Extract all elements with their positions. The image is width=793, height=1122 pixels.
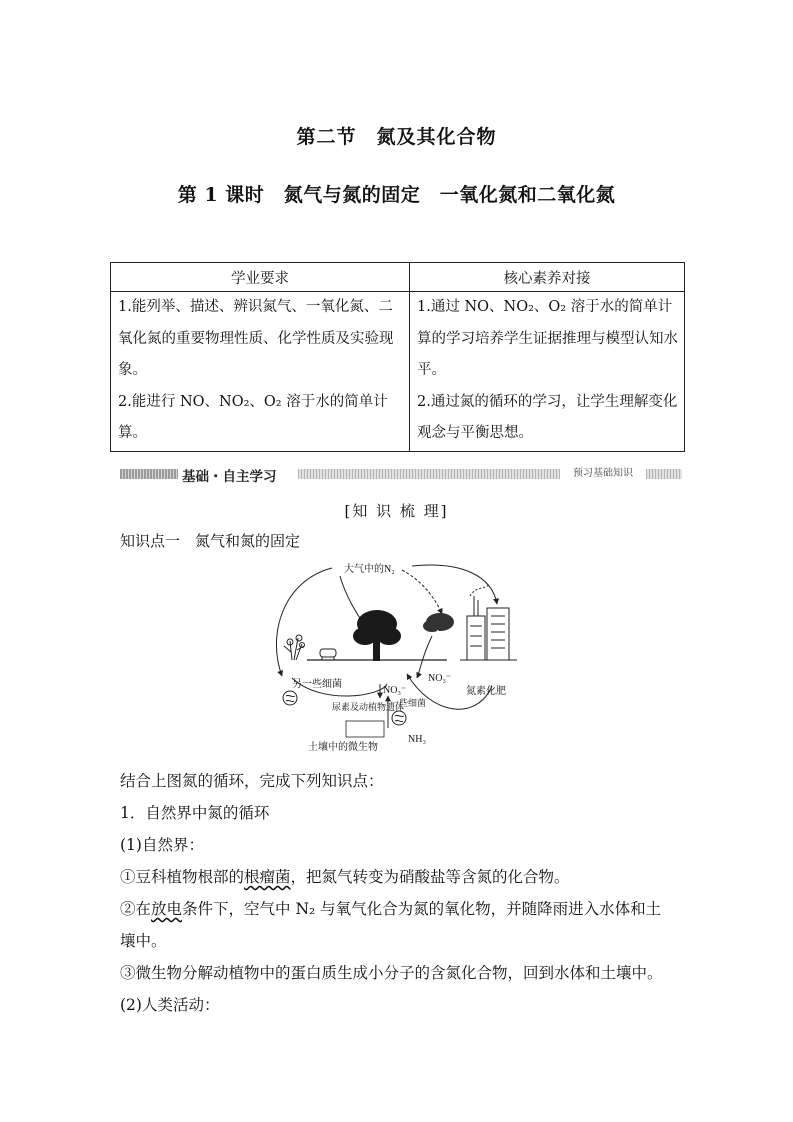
literacy-item: 2.通过氮的循环的学习，让学生理解变化观念与平衡思想。 [417, 393, 678, 441]
item-1-suffix: ，把氮气转变为硝酸盐等含氮的化合物。 [290, 868, 570, 886]
banner-label: 基础・自主学习 [182, 469, 277, 485]
item-2-blank: 放电 [151, 900, 183, 918]
cycle-arrow [402, 570, 442, 614]
table-header: 学业要求 [111, 263, 410, 292]
atmosphere-label: 大气中的N₂ [344, 564, 395, 575]
table-cell [111, 292, 410, 452]
human-activity-label: (2)人类活动： [120, 996, 220, 1014]
factory-icon [467, 584, 509, 660]
nature-label: (1)自然界： [120, 836, 204, 854]
microbe-icon [283, 691, 297, 705]
item-2-continued: 壤中。 [120, 932, 167, 950]
microbe-icon [392, 711, 406, 725]
heading-nitrogen-cycle: 1．自然界中氮的循环 [120, 804, 270, 822]
table-cell [410, 292, 685, 452]
section-banner [120, 466, 680, 485]
lesson-title: 第 1 课时 氮气与氮的固定 一氧化氮和二氧化氮 [177, 184, 616, 206]
other-bacteria-label: 另一些细菌 [292, 679, 342, 690]
item-2 [120, 898, 661, 920]
requirement-item: 2.能进行 NO、NO₂、O₂ 溶于水的简单计算。 [118, 393, 388, 441]
fertilizer-label: 氮素化肥 [466, 686, 506, 697]
cycle-arrow [412, 565, 497, 604]
lightning-cloud-icon [423, 613, 454, 648]
nh3-label: NH₃ [408, 734, 426, 745]
item-2-prefix: ②在 [120, 900, 152, 918]
no3-cloud-label: NO₃⁻ [428, 673, 452, 684]
plant-icon [284, 635, 305, 660]
table-header-row [111, 263, 685, 292]
item-1-prefix: ①豆科植物根部的 [120, 868, 245, 886]
nitrogen-cycle-diagram [262, 556, 524, 754]
animal-icon [320, 649, 336, 660]
banner-tag: 预习基础知识 [560, 467, 646, 481]
requirements-table [110, 262, 685, 452]
tree-icon [353, 610, 401, 661]
item-1-blank: 根瘤菌 [244, 868, 291, 886]
table-row [111, 292, 685, 452]
literacy-item: 1.通过 NO、NO₂、O₂ 溶于水的简单计算的学习培养学生证据推理与模型认知水平。 [417, 299, 678, 378]
subsection-heading: [知 识 梳 理] [344, 502, 449, 520]
intro-text: 结合上图氮的循环，完成下列知识点： [120, 772, 384, 790]
no3-label: NO₃⁻ [383, 685, 407, 696]
item-3: ③微生物分解动植物中的蛋白质生成小分子的含氮化合物，回到水体和土壤中。 [120, 964, 663, 982]
some-bacteria-label: 一些细菌 [390, 698, 427, 708]
remains-label: 尿素及动植物遗体 [332, 702, 405, 712]
knowledge-point-heading: 知识点一 氮气和氮的固定 [120, 532, 301, 550]
section-title: 第二节 氮及其化合物 [296, 126, 497, 148]
banner-stripe-left [120, 469, 178, 479]
soil-microbes-label: 土壤中的微生物 [308, 742, 378, 753]
item-1 [120, 866, 570, 888]
cycle-arrow [417, 636, 432, 678]
item-2-suffix: 条件下，空气中 N₂ 与氧气化合为氮的氧化物，并随降雨进入水体和土 [182, 900, 662, 918]
requirement-item: 1.能列举、描述、辨识氮气、一氧化氮、二氧化氮的重要物理性质、化学性质及实验现象。 [118, 299, 394, 378]
table-header: 核心素养对接 [410, 263, 685, 292]
